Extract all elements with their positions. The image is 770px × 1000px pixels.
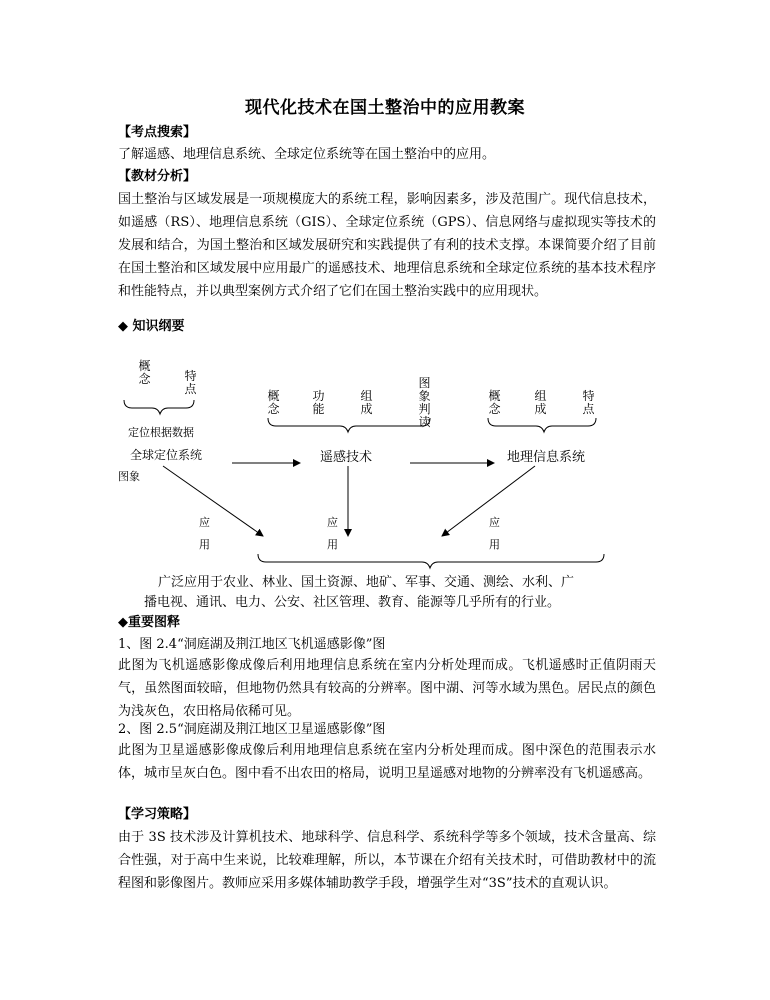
page-title: 现代化技术在国土整治中的应用教案 (245, 98, 525, 118)
rs-attr-image-interpretation: 图象判读 (418, 376, 431, 429)
gps-note-image: 图象 (118, 470, 140, 483)
xuexi-heading: 【学习策略】 (118, 807, 197, 822)
apply-label-gps: 应用 (199, 516, 210, 551)
fig1-text: 此图为飞机遥感影像成像后利用地理信息系统在室内分析处理而成。飞机遥感时正值阴雨天气，虽然图面较暗，但地物仍然具有较高的分辨率。图中湖、河等水域为黑色。居民点的颜色为浅灰色，农田格局依稀可见。 (118, 658, 656, 719)
fig1-title: 1、图 2.4“洞庭湖及荆江地区飞机遥感影像”图 (118, 637, 386, 652)
rs-attr-composition: 组成 (360, 389, 373, 416)
rs-attr-concept: 概念 (267, 389, 280, 416)
apply-brace (258, 554, 604, 568)
fig2-text: 此图为卫星遥感影像成像后利用地理信息系统在室内分析处理而成。图中深色的范围表示水体，城市呈灰白色。图中看不出农田的格局，说明卫星遥感对地物的分辨率没有飞机遥感高。 (118, 743, 656, 781)
rs-attr-function: 功能 (312, 389, 325, 416)
gis-attr-feature: 特点 (582, 389, 595, 416)
rs-node: 遥感技术 (320, 450, 373, 465)
gps-note-data: 定位根据数据 (128, 426, 194, 439)
zhongyao-heading: ◆重要图释 (118, 615, 180, 630)
gps-attr-feature: 特点 (184, 369, 197, 396)
application-result-line1: 广泛应用于农业、林业、国土资源、地矿、军事、交通、测绘、水利、广 (158, 575, 575, 590)
jiaocai-text: 国土整治与区域发展是一项规模庞大的系统工程，影响因素多，涉及范围广。现代信息技术，如遥感（RS）、地理信息系统（GIS）、全球定位系统（GPS）、信息网络与虚拟现实等技术的发展和结合，为国土整治和区域发展研究和实践提供了有利的技术支撑。本课简要介绍了目前在国土整治和区域发展中应用最广的遥感技术、地理信息系统和全球定位系统的基本技术程序和性能特点，并以典型案例方式介绍了它们在国土整治实践中的应用现状。 (118, 192, 656, 299)
zhishi-heading: ◆ 知识纲要 (118, 319, 185, 334)
gis-attr-concept: 概念 (488, 389, 501, 416)
xuexi-text: 由于 3S 技术涉及计算机技术、地球科学、信息科学、系统科学等多个领域，技术含量高、综合性强，对于高中生来说，比较难理解，所以，本节课在介绍有关技术时，可借助教材中的流程图和影像图片。教师应采用多媒体辅助教学手段，增强学生对“3S”技术的直观认识。 (118, 830, 656, 891)
kaodian-heading: 【考点搜索】 (118, 125, 197, 140)
fig2-title: 2、图 2.5“洞庭湖及荆江地区卫星遥感影像”图 (118, 722, 386, 737)
apply-label-rs: 应用 (327, 516, 338, 551)
gis-attr-composition: 组成 (534, 389, 547, 416)
arrow-gps-to-apply (163, 466, 263, 536)
gps-attr-brace (124, 400, 194, 414)
gps-attr-concept: 概念 (138, 359, 151, 386)
gps-node: 全球定位系统 (130, 448, 203, 462)
apply-label-gis: 应用 (489, 516, 500, 551)
application-result-line2: 播电视、通讯、电力、公安、社区管理、教育、能源等几乎所有的行业。 (144, 595, 561, 610)
knowledge-diagram (0, 340, 770, 620)
jiaocai-heading: 【教材分析】 (118, 169, 197, 184)
gis-node: 地理信息系统 (507, 450, 586, 465)
kaodian-text: 了解遥感、地理信息系统、全球定位系统等在国土整治中的应用。 (118, 147, 496, 162)
gis-attr-brace (488, 418, 596, 432)
rs-attr-brace (268, 418, 430, 432)
